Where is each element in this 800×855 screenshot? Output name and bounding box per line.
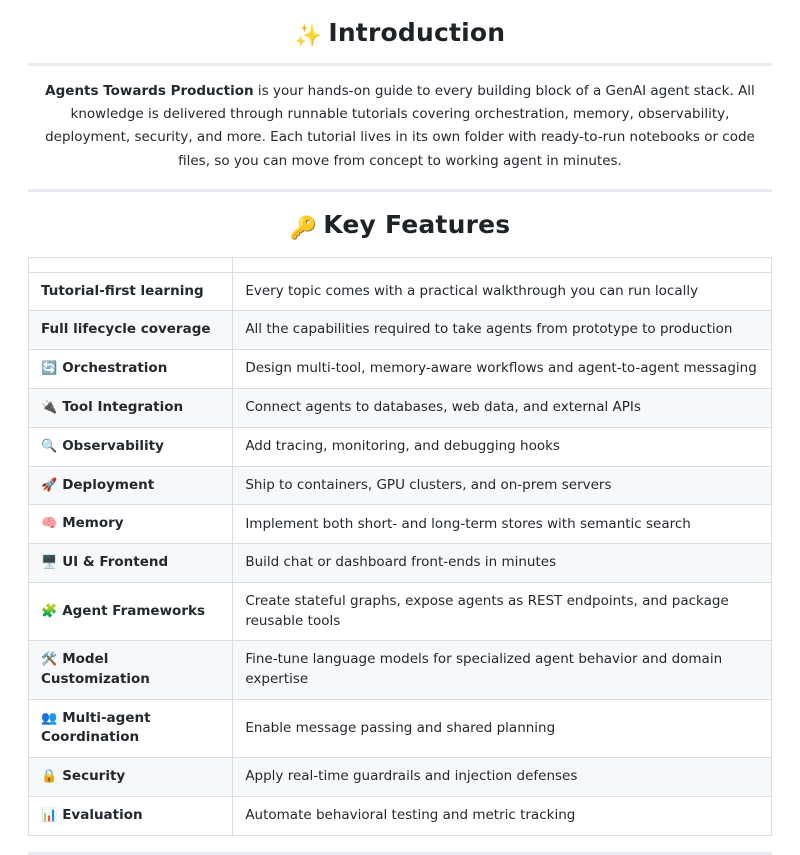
feature-description-cell: Design multi-tool, memory-aware workflows and agent-to-agent messaging bbox=[233, 350, 772, 389]
key-features-heading-text: Key Features bbox=[323, 209, 511, 239]
table-row bbox=[29, 699, 772, 757]
feature-label: Deployment bbox=[62, 476, 155, 493]
column-header-description bbox=[233, 257, 772, 272]
table-row bbox=[29, 796, 772, 835]
feature-cell bbox=[29, 758, 233, 797]
divider-bottom bbox=[28, 852, 772, 855]
table-header-row bbox=[29, 257, 772, 272]
introduction-lead-bold: Agents Towards Production bbox=[45, 83, 254, 99]
feature-icon: 🔄 bbox=[41, 361, 58, 376]
key-icon: 🔑 bbox=[289, 215, 318, 241]
introduction-heading-text: Introduction bbox=[328, 18, 506, 47]
feature-label: Memory bbox=[62, 515, 124, 532]
table-row bbox=[29, 311, 772, 350]
table-row bbox=[29, 641, 772, 699]
table-row bbox=[29, 272, 772, 311]
feature-icon: 🧠 bbox=[41, 516, 58, 532]
feature-description-cell: Automate behavioral testing and metric tracking bbox=[233, 796, 772, 835]
feature-icon: 🧩 bbox=[41, 603, 58, 619]
feature-cell bbox=[29, 505, 233, 544]
feature-description-cell: Every topic comes with a practical walkthrough you can run locally bbox=[233, 272, 772, 311]
feature-description-cell: Build chat or dashboard front-ends in minutes bbox=[233, 544, 772, 583]
introduction-heading bbox=[28, 0, 772, 59]
feature-cell bbox=[29, 544, 233, 583]
feature-description-cell: Ship to containers, GPU clusters, and on-prem servers bbox=[233, 466, 772, 505]
feature-cell bbox=[29, 272, 233, 311]
feature-description-cell: Connect agents to databases, web data, and external APIs bbox=[233, 388, 772, 427]
feature-description-cell: Enable message passing and shared planning bbox=[233, 699, 772, 757]
feature-cell bbox=[29, 311, 233, 350]
feature-cell bbox=[29, 699, 233, 757]
column-header-feature bbox=[29, 257, 233, 272]
feature-icon: 🖥️ bbox=[41, 555, 58, 571]
feature-label: Model Customization bbox=[41, 651, 150, 688]
feature-description-cell: Fine-tune language models for specialized agent behavior and domain expertise bbox=[233, 641, 772, 699]
sparkles-icon: ✨ bbox=[294, 24, 323, 49]
table-row bbox=[29, 388, 772, 427]
feature-label: Tool Integration bbox=[62, 398, 184, 415]
feature-label: Security bbox=[62, 768, 126, 784]
feature-description-cell: Implement both short- and long-term stores with semantic search bbox=[233, 505, 772, 544]
feature-cell bbox=[29, 466, 233, 505]
feature-cell bbox=[29, 388, 233, 427]
key-features-heading bbox=[28, 192, 772, 251]
feature-icon: 🔌 bbox=[41, 399, 58, 415]
introduction-body-text: is your hands-on guide to every building block of a GenAI agent stack. All knowledge is delivered through runnable tutorials covering orchestration, memory, observability, deployment, security, and more. Each tutorial lives in its own folder with ready-to-run notebooks or code files, so you can move from concept to working agent in minutes. bbox=[45, 83, 755, 169]
table-row bbox=[29, 758, 772, 797]
key-features-table-body bbox=[29, 272, 772, 835]
feature-description-cell: All the capabilities required to take agents from prototype to production bbox=[233, 311, 772, 350]
table-row bbox=[29, 544, 772, 583]
key-features-table-head bbox=[29, 257, 772, 272]
feature-label: Agent Frameworks bbox=[62, 602, 205, 619]
feature-icon: 👥 bbox=[41, 710, 58, 726]
feature-description-cell: Add tracing, monitoring, and debugging hooks bbox=[233, 427, 772, 466]
feature-label: Multi-agent Coordination bbox=[41, 709, 151, 746]
feature-cell bbox=[29, 796, 233, 835]
feature-label: Observability bbox=[62, 437, 164, 454]
introduction-paragraph bbox=[28, 66, 772, 185]
feature-description-cell: Create stateful graphs, expose agents as REST endpoints, and package reusable tools bbox=[233, 583, 772, 641]
feature-cell bbox=[29, 350, 233, 389]
table-row bbox=[29, 466, 772, 505]
feature-label: Orchestration bbox=[62, 360, 168, 376]
feature-icon: 🚀 bbox=[41, 477, 58, 493]
feature-label: Evaluation bbox=[62, 806, 143, 823]
table-row bbox=[29, 583, 772, 641]
feature-label: UI & Frontend bbox=[62, 554, 169, 571]
feature-cell bbox=[29, 641, 233, 699]
feature-cell bbox=[29, 583, 233, 641]
feature-icon: 📊 bbox=[41, 807, 58, 823]
feature-icon: 🛠️ bbox=[41, 652, 58, 668]
table-row bbox=[29, 505, 772, 544]
feature-label: Full lifecycle coverage bbox=[41, 321, 211, 338]
feature-label: Tutorial-first learning bbox=[41, 282, 204, 299]
key-features-table bbox=[28, 257, 772, 836]
table-row bbox=[29, 350, 772, 389]
feature-icon: 🔒 bbox=[41, 769, 58, 784]
feature-description-cell: Apply real-time guardrails and injection defenses bbox=[233, 758, 772, 797]
feature-icon: 🔍 bbox=[41, 438, 58, 454]
feature-cell bbox=[29, 427, 233, 466]
table-row bbox=[29, 427, 772, 466]
